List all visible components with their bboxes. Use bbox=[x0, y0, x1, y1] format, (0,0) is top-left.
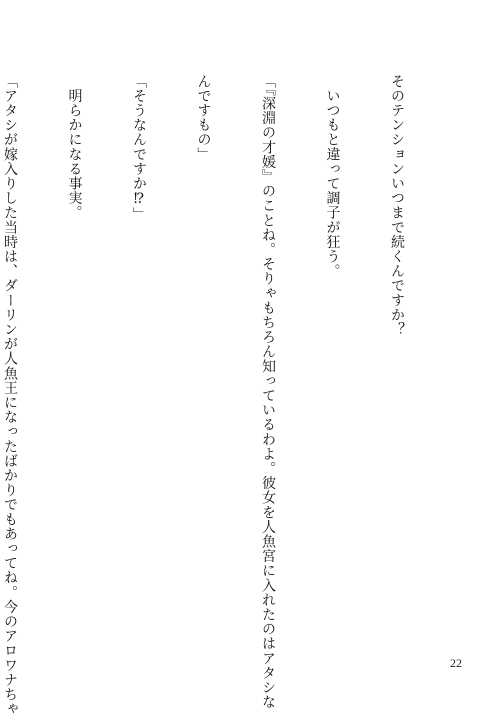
text-line: 明らかになる事実。 bbox=[66, 74, 83, 220]
vertical-text-body bbox=[0, 74, 450, 717]
text-line: いつもと違って調子が狂う。 bbox=[324, 74, 341, 279]
text-line: んですもの」 bbox=[195, 74, 212, 162]
text-line: そのテンションいつまで続くんですか？ bbox=[389, 74, 405, 337]
page-number: 22 bbox=[450, 656, 462, 670]
text-line: 「アタシが嫁入りした当時は、ダーリンが人魚王になったばかりでもあってね。今のアロワナちゃ bbox=[2, 74, 18, 717]
text-line: 「そうなんですか⁉」 bbox=[131, 74, 147, 222]
text-line: 「『深淵の才媛』のことね。そりゃもちろん知っているわよ。彼女を人魚宮に入れたのはアタシな bbox=[260, 74, 276, 710]
